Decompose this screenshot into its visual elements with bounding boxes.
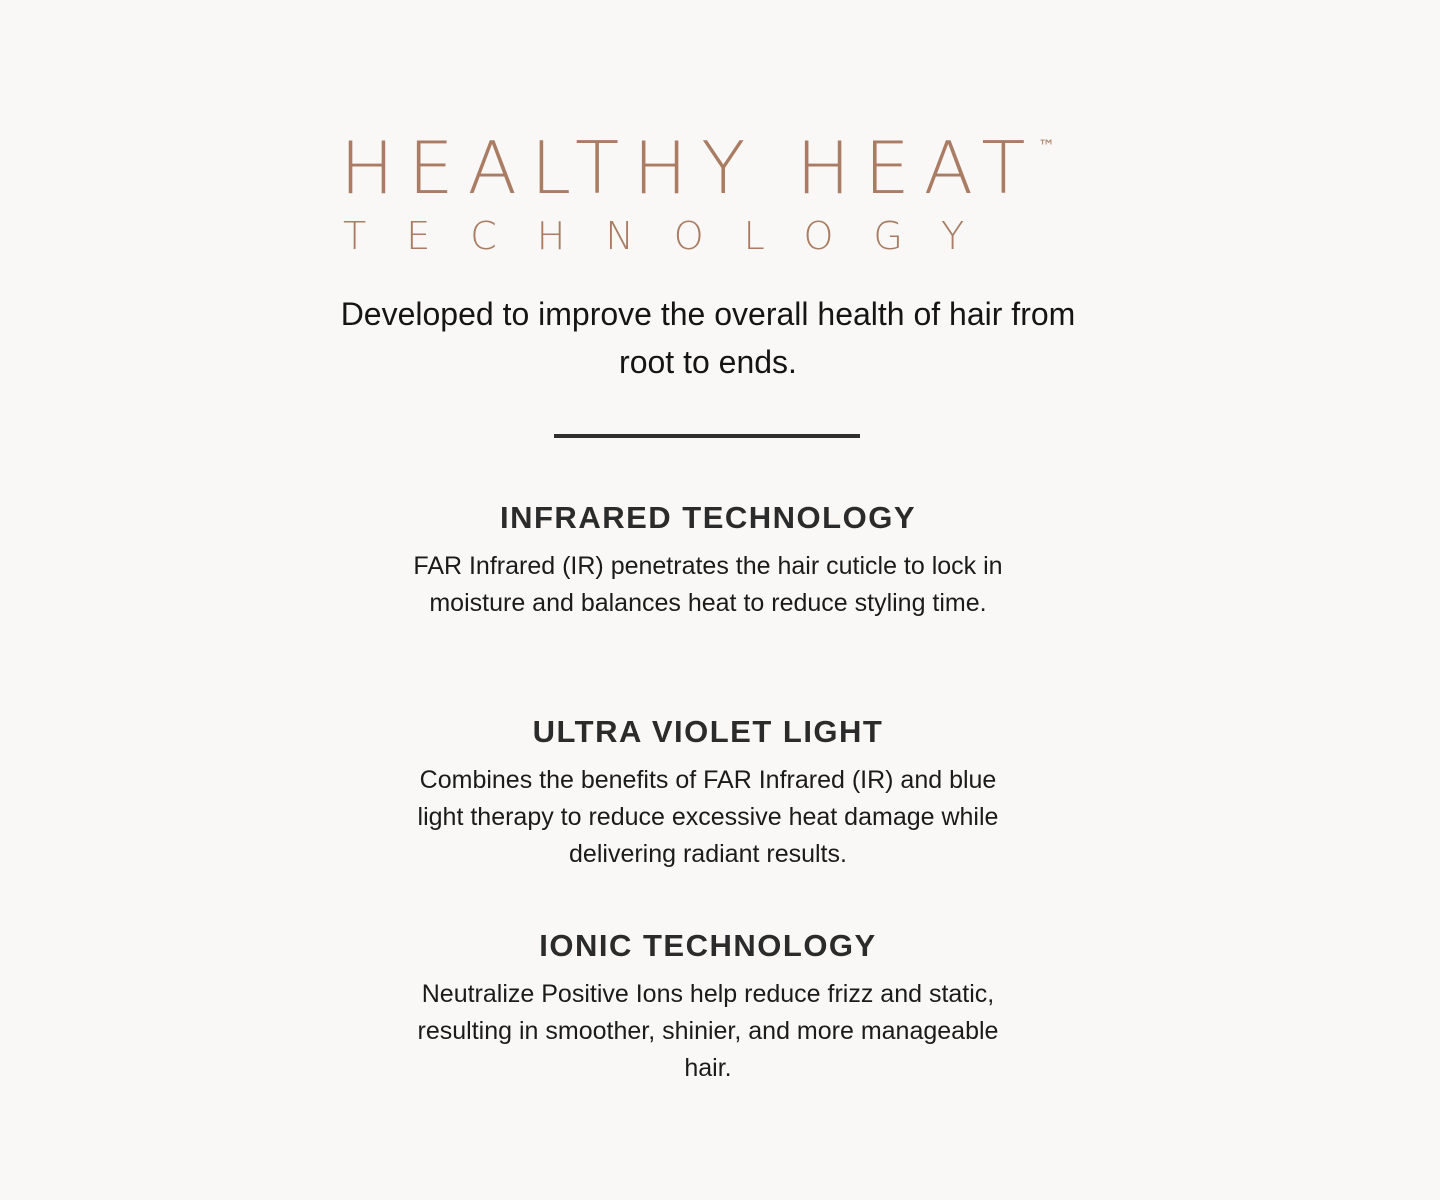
- feature-description: FAR Infrared (IR) penetrates the hair cuticle to lock in moisture and balances heat to reduce styling time.: [413, 552, 1003, 617]
- feature-heading: INFRARED TECHNOLOGY: [500, 500, 916, 535]
- brand-title: HEALTHY HEAT: [340, 126, 1040, 210]
- feature-ionic: [360, 928, 1056, 1087]
- feature-ultra-violet: [360, 714, 1056, 873]
- intro-text: Developed to improve the overall health of hair from root to ends.: [340, 296, 1076, 380]
- feature-description: Combines the benefits of FAR Infrared (IR) and blue light therapy to reduce excessive heat damage while delivering radiant results.: [417, 766, 999, 868]
- trademark-symbol: ™: [1038, 137, 1056, 157]
- section-divider: [554, 434, 860, 438]
- brand-subtitle: TECHNOLOGY: [343, 214, 1005, 258]
- feature-heading: ULTRA VIOLET LIGHT: [532, 714, 884, 749]
- feature-infrared: [360, 500, 1056, 622]
- feature-description: Neutralize Positive Ions help reduce frizz and static, resulting in smoother, shinier, and more manageable hair.: [417, 980, 999, 1082]
- feature-heading: IONIC TECHNOLOGY: [539, 928, 877, 963]
